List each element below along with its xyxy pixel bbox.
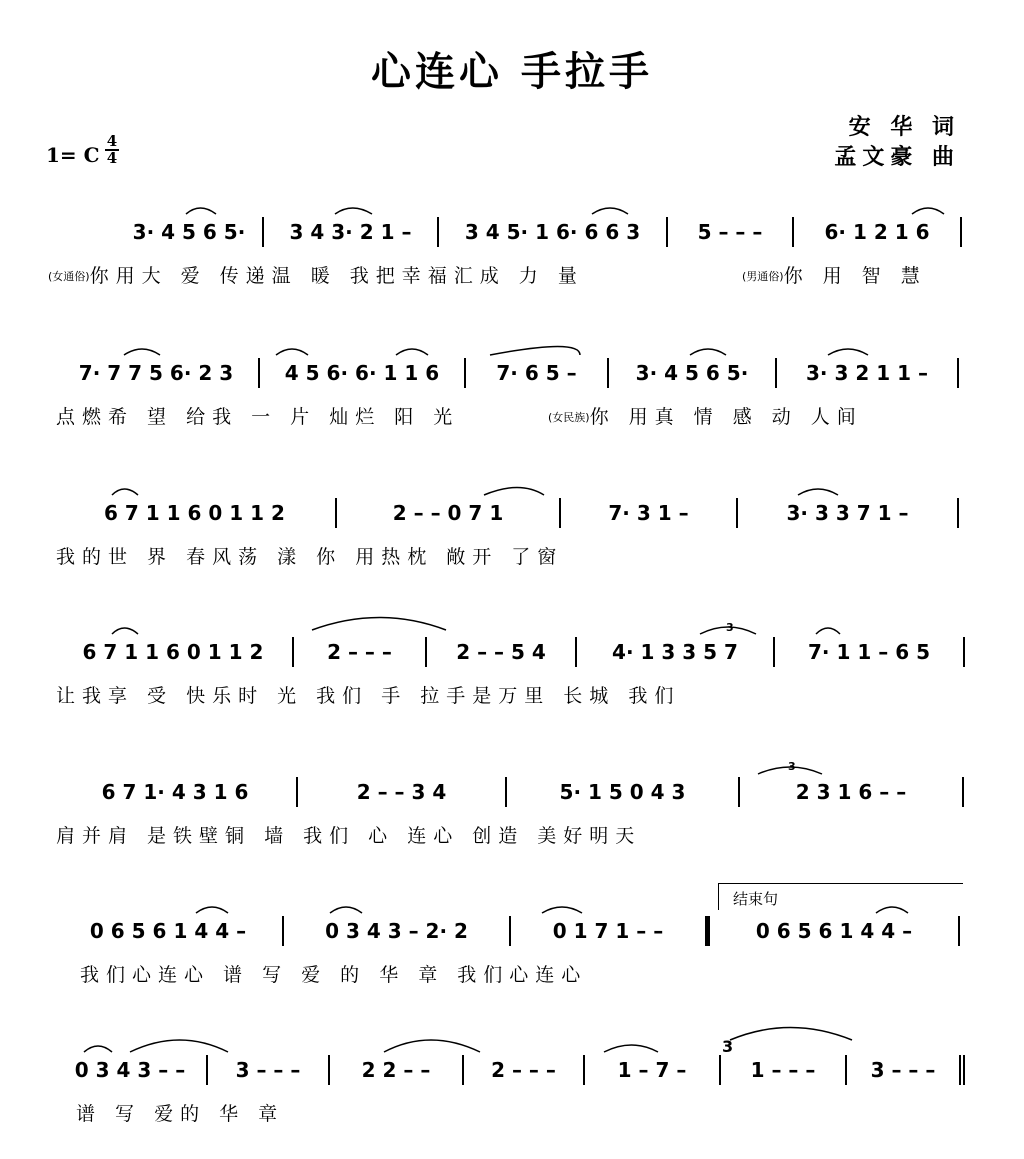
measure: 3 4 5· 1 6· 6 6 3 <box>439 217 668 247</box>
lyric-text: 你 用 智 慧 <box>783 265 927 287</box>
lyric-text: 你 用真 情 感 动 人间 <box>589 406 863 428</box>
measure: 6 7 1· 4 3 1 6 <box>54 777 298 807</box>
lyric-line <box>56 402 459 430</box>
time-signature-beats: 4 <box>106 132 118 150</box>
system-4-notes <box>54 637 965 667</box>
slur <box>542 907 582 913</box>
measure: 0 3 4 3 – 2· 2 <box>284 916 511 946</box>
slur <box>186 208 216 214</box>
slur <box>396 349 428 355</box>
time-signature-unit: 4 <box>106 149 118 167</box>
grace-note: 3 <box>722 1037 734 1056</box>
measure: 7· 7 7 5 6· 2 3 <box>54 358 260 388</box>
measure: 1 – 7 – <box>585 1055 721 1085</box>
slur <box>758 767 822 774</box>
slur <box>798 489 838 495</box>
slur <box>330 907 362 913</box>
triplet-mark: 3 <box>726 621 734 634</box>
ending-label: 结束句 <box>733 890 779 908</box>
measure: 2 – – 0 7 1 <box>337 498 561 528</box>
measure: 3· 3 3 7 1 – <box>738 498 959 528</box>
measure: 3 4 3· 2 1 – <box>264 217 439 247</box>
song-title: 心连心 手拉手 <box>371 48 653 95</box>
slur <box>112 628 138 634</box>
measure: 2 – – – <box>464 1055 585 1085</box>
slur <box>335 208 372 214</box>
system-7-notes <box>54 1055 965 1085</box>
time-signature <box>104 134 120 166</box>
measure: 2 2 – – <box>330 1055 464 1085</box>
slur <box>490 347 580 356</box>
measure: 5· 1 5 0 4 3 <box>507 777 740 807</box>
slur <box>130 1040 228 1052</box>
lyric-line <box>742 261 927 289</box>
system-5-notes <box>54 777 964 807</box>
system-6-notes <box>54 916 960 946</box>
measure: 0 1 7 1 – – <box>511 916 710 946</box>
slur <box>124 349 160 355</box>
system-6 <box>0 916 1024 996</box>
triplet-mark: 3 <box>788 760 796 773</box>
measure: 3· 4 5 6 5· <box>609 358 777 388</box>
measure: 0 3 4 3 – – <box>54 1055 208 1085</box>
slur <box>816 628 840 634</box>
measure: 4 5 6· 6· 1 1 6 <box>260 358 466 388</box>
system-2-notes <box>54 358 959 388</box>
slur <box>592 208 628 214</box>
slur <box>484 488 544 496</box>
lyric-text: 点燃希 望 给我 一 片 灿烂 阳 光 <box>56 406 460 428</box>
measure: 2 – – 3 4 <box>298 777 507 807</box>
system-3-notes <box>54 498 959 528</box>
measure: 4· 1 3 3 5 7 <box>577 637 775 667</box>
measure: 1 – – – <box>721 1055 847 1085</box>
system-2 <box>0 358 1024 438</box>
lyric-line <box>48 261 584 289</box>
voice-label: (男通俗) <box>742 270 784 283</box>
measure: 3 – – – <box>847 1055 965 1085</box>
lyric-line <box>548 402 863 430</box>
ending-bracket <box>718 883 963 910</box>
measure: 3 – – – <box>208 1055 330 1085</box>
slur <box>730 1028 852 1041</box>
measure: 7· 6 5 – <box>466 358 609 388</box>
lyric-line <box>80 960 587 988</box>
measure: 6· 1 2 1 6 <box>794 217 962 247</box>
lyric-text: 我的世 界 春风荡 漾 你 用热枕 敞开 了窗 <box>56 546 564 568</box>
lyric-text: 谱 写 爱的 华 章 <box>76 1103 285 1125</box>
measure: 5 – – – <box>668 217 794 247</box>
system-1 <box>0 217 1024 297</box>
system-4 <box>0 637 1024 717</box>
voice-label: (女通俗) <box>48 270 90 283</box>
measure: 6 7 1 1 6 0 1 1 2 <box>54 637 294 667</box>
lyric-text: 你用大 爱 传递温 暖 我把幸福汇成 力 量 <box>89 265 584 287</box>
measure: 2 3 1 6 – – <box>740 777 964 807</box>
voice-label: (女民族) <box>548 411 590 424</box>
slur <box>84 1046 112 1052</box>
lyric-line <box>56 542 563 570</box>
measure: 0 6 5 6 1 4 4 – <box>710 916 960 946</box>
slur <box>828 349 868 355</box>
slur <box>196 907 228 913</box>
lyricist-credit: 安 华 词 <box>848 115 960 140</box>
slur <box>276 349 308 355</box>
measure: 6 7 1 1 6 0 1 1 2 <box>54 498 337 528</box>
lyric-text: 让我享 受 快乐时 光 我们 手 拉手是万里 长城 我们 <box>56 685 681 707</box>
slur <box>312 618 446 631</box>
key-signature: 1= C <box>46 143 100 167</box>
slur <box>912 208 944 214</box>
slur <box>700 627 756 634</box>
lyric-line <box>76 1099 284 1127</box>
slur <box>384 1040 480 1052</box>
measure: 2 – – – <box>294 637 427 667</box>
lyric-text: 肩并肩 是铁壁铜 墙 我们 心 连心 创造 美好明天 <box>56 825 642 847</box>
measure: 3· 3 2 1 1 – <box>777 358 959 388</box>
slur <box>690 349 726 355</box>
composer-credit: 孟文豪 曲 <box>834 145 960 170</box>
measure: 3· 4 5 6 5· <box>116 217 264 247</box>
system-1-notes <box>116 217 962 247</box>
lyric-line <box>56 681 680 709</box>
lyric-text: 我们心连心 谱 写 爱 的 华 章 我们心连心 <box>80 964 588 986</box>
system-3 <box>0 498 1024 578</box>
measure: 7· 3 1 – <box>561 498 738 528</box>
lyric-line <box>56 821 641 849</box>
slur <box>604 1045 658 1052</box>
system-5 <box>0 777 1024 857</box>
measure: 2 – – 5 4 <box>427 637 577 667</box>
system-7 <box>0 1055 1024 1135</box>
slur <box>112 489 138 495</box>
measure: 7· 1 1 – 6 5 <box>775 637 965 667</box>
measure: 0 6 5 6 1 4 4 – <box>54 916 284 946</box>
